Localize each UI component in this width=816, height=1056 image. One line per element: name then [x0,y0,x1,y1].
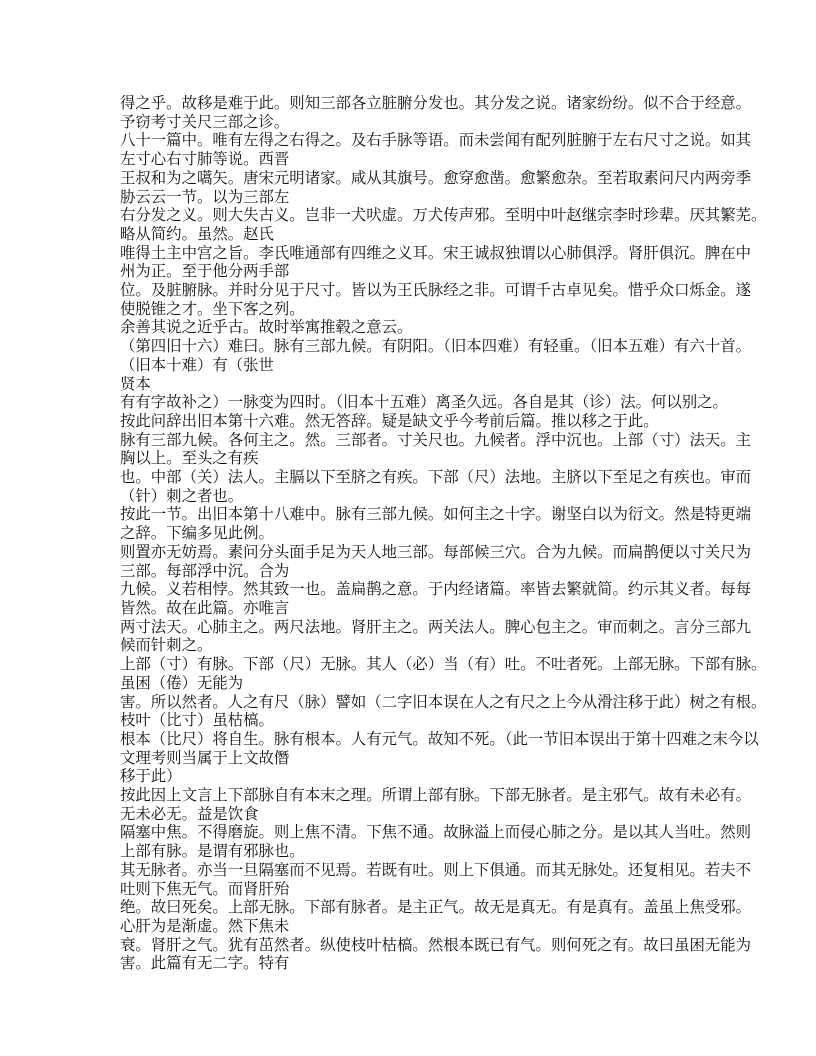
text-line: 右分发之义。则大失古义。岂非一犬吠虚。万犬传声邪。至明中叶赵继宗李时珍辈。厌其繁芜。 [120,206,767,225]
text-line: 州为正。至于他分两手部 [120,262,290,281]
text-line: 有有字故补之）一脉变为四时。（旧本十五难）离圣久远。各自是其（诊）法。何以别之。 [120,393,728,412]
text-line: 枝叶（比寸）虽枯槁。 [120,711,274,730]
text-line: 衰。肾肝之气。犹有茁然者。纵使枝叶枯槁。然根本既已有气。则何死之有。故曰虽困无能为 [120,935,752,954]
text-line: 余善其说之近乎古。故时举寓推毂之意云。 [120,318,413,337]
text-line: （针）刺之者也。 [120,486,244,505]
text-line: 唯得土主中宫之旨。李氏唯通部有四维之义耳。宋王诚叔独谓以心肺俱浮。肾肝俱沉。脾在中 [120,243,752,262]
document-page [120,94,767,973]
text-line: （第四旧十六）难曰。脉有三部九候。有阴阳。（旧本四难）有轻重。（旧本五难）有六十首。 [120,337,752,356]
text-line: 九候。义若相悖。然其致一也。盖扁鹊之意。于内经诸篇。率皆去繁就简。约示其义者。每每 [120,580,752,599]
text-line: 害。此篇有无二字。特有 [120,954,290,973]
text-line: 上部（寸）有脉。下部（尺）无脉。其人（必）当（有）吐。不吐者死。上部无脉。下部有脉。 [120,655,767,674]
text-line: 左寸心右寸肺等说。西晋 [120,150,290,169]
text-line: 吐则下焦无气。而肾肝殆 [120,879,290,898]
text-line: 皆然。故在此篇。亦唯言 [120,598,290,617]
text-line: 略从简约。虽然。赵氏 [120,224,274,243]
text-line: 使脱锥之才。坐下客之列。 [120,299,305,318]
text-line: 位。及脏腑脉。并时分见于尺寸。皆以为王氏脉经之非。可谓千古卓见矣。惜乎众口烁金。遂 [120,281,752,300]
text-line: 按此问辞出旧本第十六难。然无答辞。疑是缺文乎今考前后篇。推以移之于此。 [120,411,659,430]
text-line: （旧本十难）有（张世 [120,355,274,374]
text-line: 两寸法天。心肺主之。两尺法地。肾肝主之。两关法人。脾心包主之。审而刺之。言分三部九 [120,617,752,636]
text-line: 则置亦无妨焉。素问分头面手足为天人地三部。每部候三穴。合为九候。而扁鹊便以寸关尺为 [120,542,752,561]
text-line: 心肝为是渐虚。然下焦未 [120,916,290,935]
text-line: 贤本 [120,374,151,393]
text-line: 三部。每部浮中沉。合为 [120,561,290,580]
text-line: 隔塞中焦。不得磨旋。则上焦不清。下焦不通。故脉溢上而侵心肺之分。是以其人当吐。然则 [120,823,752,842]
text-line: 根本（比尺）将自生。脉有根本。人有元气。故知不死。（此一节旧本误出于第十四难之末今以 [120,729,759,748]
text-line: 虽困（倦）无能为 [120,673,244,692]
text-line: 脉有三部九候。各何主之。然。三部者。寸关尺也。九候者。浮中沉也。上部（寸）法天。主 [120,430,752,449]
text-line: 八十一篇中。唯有左得之右得之。及右手脉等语。而未尝闻有配列脏腑于左右尺寸之说。如其 [120,131,752,150]
text-line: 候而针刺之。 [120,636,213,655]
text-line: 胸以上。至头之有疾 [120,449,259,468]
text-line: 得之乎。故移是难于此。则知三部各立脏腑分发也。其分发之说。诸家纷纷。似不合于经意。 [120,94,752,112]
text-line: 移于此） [120,767,182,786]
text-line: 上部有脉。是谓有邪脉也。 [120,842,305,861]
text-line: 胁云云一节。以为三部左 [120,187,290,206]
text-line: 王叔和为之嚆矢。唐宋元明诸家。咸从其旗号。愈穿愈凿。愈繁愈杂。至若取素问尺内两旁季 [120,168,752,187]
text-line: 按此一节。出旧本第十八难中。脉有三部九候。如何主之十字。谢坚白以为衍文。然是特更端 [120,505,752,524]
text-line: 其无脉者。亦当一旦隔塞而不见焉。若既有吐。则上下俱通。而其无脉处。还复相见。若夫不 [120,860,752,879]
text-line: 也。中部（关）法人。主膈以下至脐之有疾。下部（尺）法地。主脐以下至足之有疾也。审而 [120,468,752,487]
text-line: 之辞。下编多见此例。 [120,524,274,543]
text-line: 予窃考寸关尺三部之诊。 [120,112,290,131]
text-line: 绝。故曰死矣。上部无脉。下部有脉者。是主正气。故无是真无。有是真有。盖虽上焦受邪。 [120,898,752,917]
text-line: 文理考则当属于上文故僭 [120,748,290,767]
text-line: 无未必无。益是饮食 [120,804,259,823]
text-line: 害。所以然者。人之有尺（脉）譬如（二字旧本误在人之有尺之上今从滑注移于此）树之有根。 [120,692,767,711]
text-line: 按此因上文言上下部脉自有本末之理。所谓上部有脉。下部无脉者。是主邪气。故有未必有。 [120,786,752,805]
